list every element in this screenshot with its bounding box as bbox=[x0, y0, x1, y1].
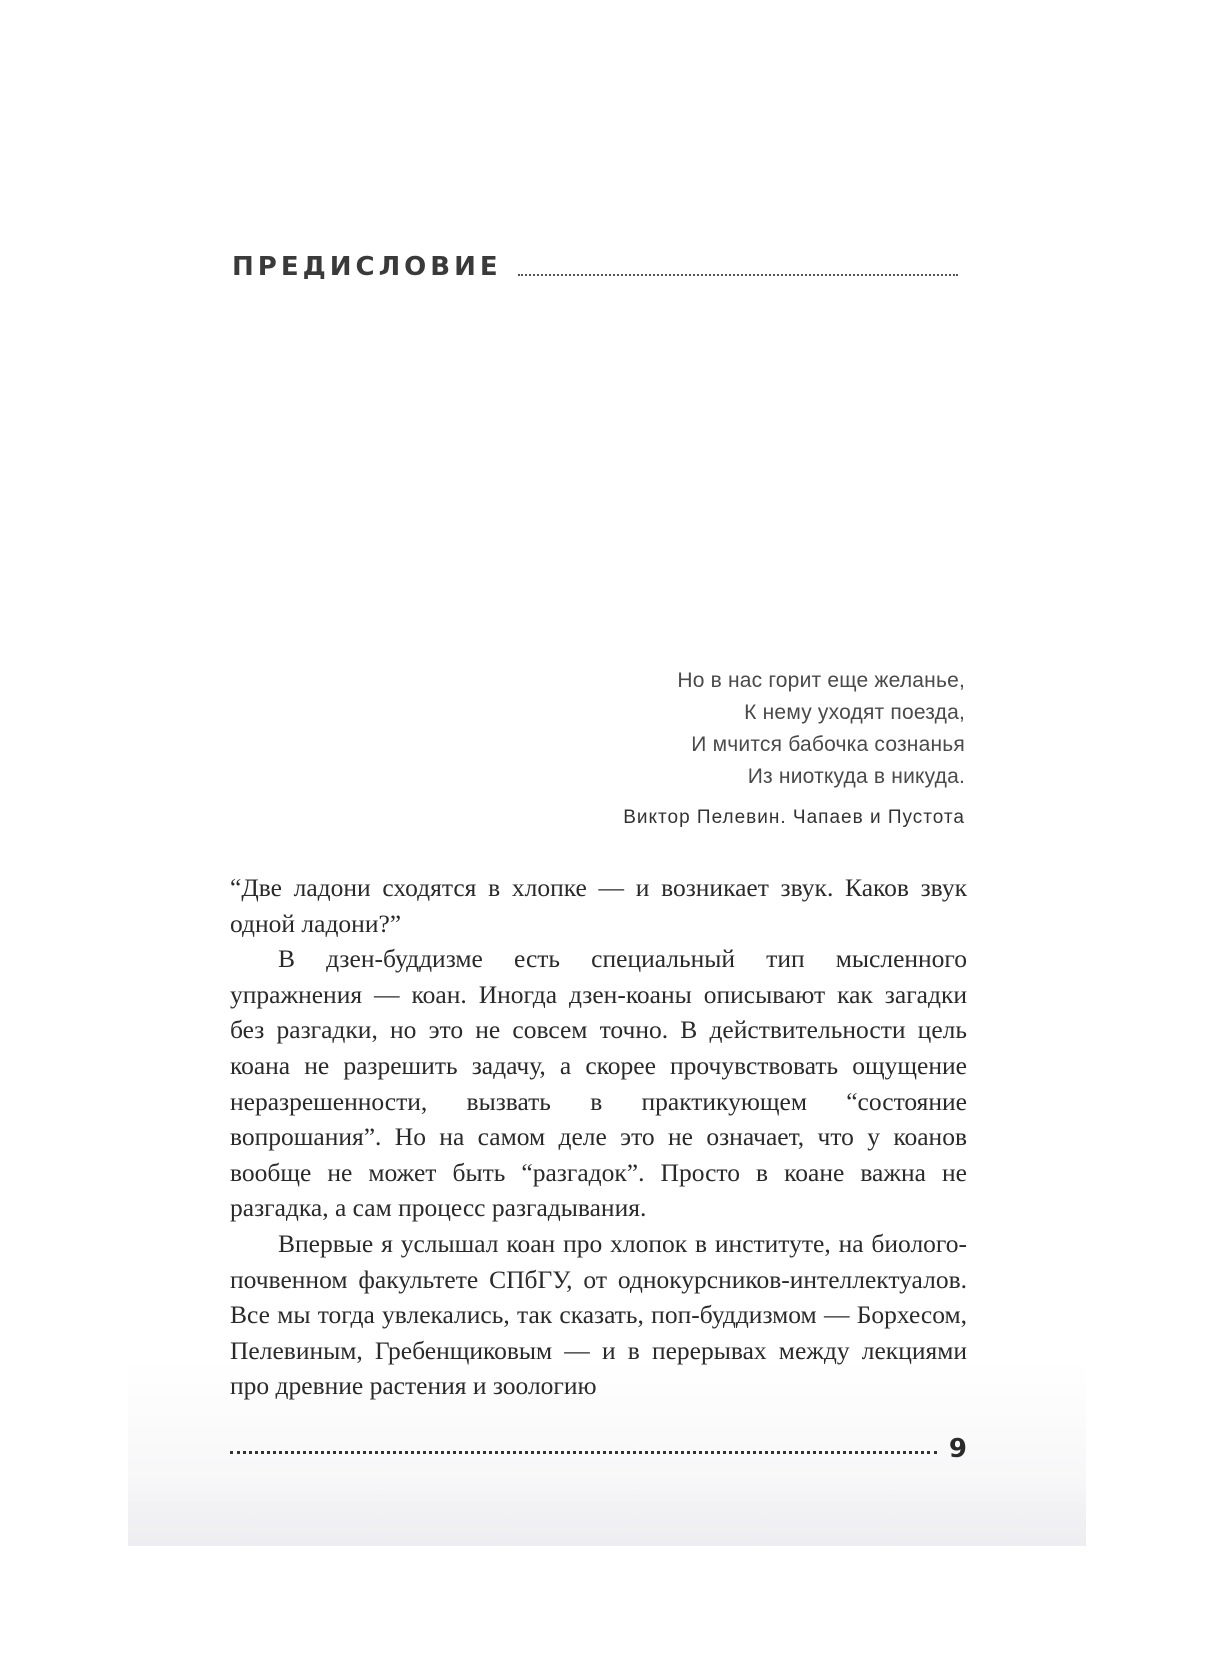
chapter-title: ПРЕДИСЛОВИЕ bbox=[232, 252, 502, 282]
footer-dotted-leader bbox=[230, 1451, 937, 1454]
page-number: 9 bbox=[948, 1434, 967, 1464]
epigraph bbox=[560, 665, 965, 831]
body-paragraph: Впервые я услышал коан про хлопок в институте, на биолого-почвенном факультете СПбГУ, от однокурсников-интеллектуалов. Все мы тогда увлекались, так сказать, поп-буддизмом — Борхесом, Пелевиным, Гребенщиковым — и в перерывах между лекциями про древние растения и зоологию bbox=[230, 1228, 967, 1401]
epigraph-source: Виктор Пелевин. Чапаев и Пустота bbox=[623, 807, 965, 828]
page-footer bbox=[230, 1426, 967, 1462]
body-paragraph: В дзен-буддизме есть специальный тип мысленного упражнения — коан. Иногда дзен-коаны описывают как загадки без разгадки, но это не совсем точно. В действительности цель коана не разрешить задачу, а скорее прочувствовать ощущение неразрешенности, вызвать в практикующем “состояние вопрошания”. Но на самом деле это не означает, что у коанов вообще не может быть “разгадок”. Просто в коане важна не разгадка, а сам процесс разгадывания. bbox=[230, 944, 967, 1223]
epigraph-line: Но в нас горит еще желанье, bbox=[677, 669, 965, 692]
body-paragraph: “Две ладони сходятся в хлопке — и возникает звук. Каков звук одной ладони?” bbox=[230, 873, 967, 938]
header-dotted-leader bbox=[518, 272, 958, 276]
epigraph-line: Из ниоткуда в никуда. bbox=[747, 765, 965, 788]
body-text bbox=[230, 870, 967, 1404]
page-bottom-shadow bbox=[128, 1480, 1086, 1546]
chapter-header bbox=[232, 240, 958, 280]
epigraph-line: К нему уходят поезда, bbox=[744, 701, 965, 724]
epigraph-line: И мчится бабочка сознанья bbox=[691, 733, 965, 756]
